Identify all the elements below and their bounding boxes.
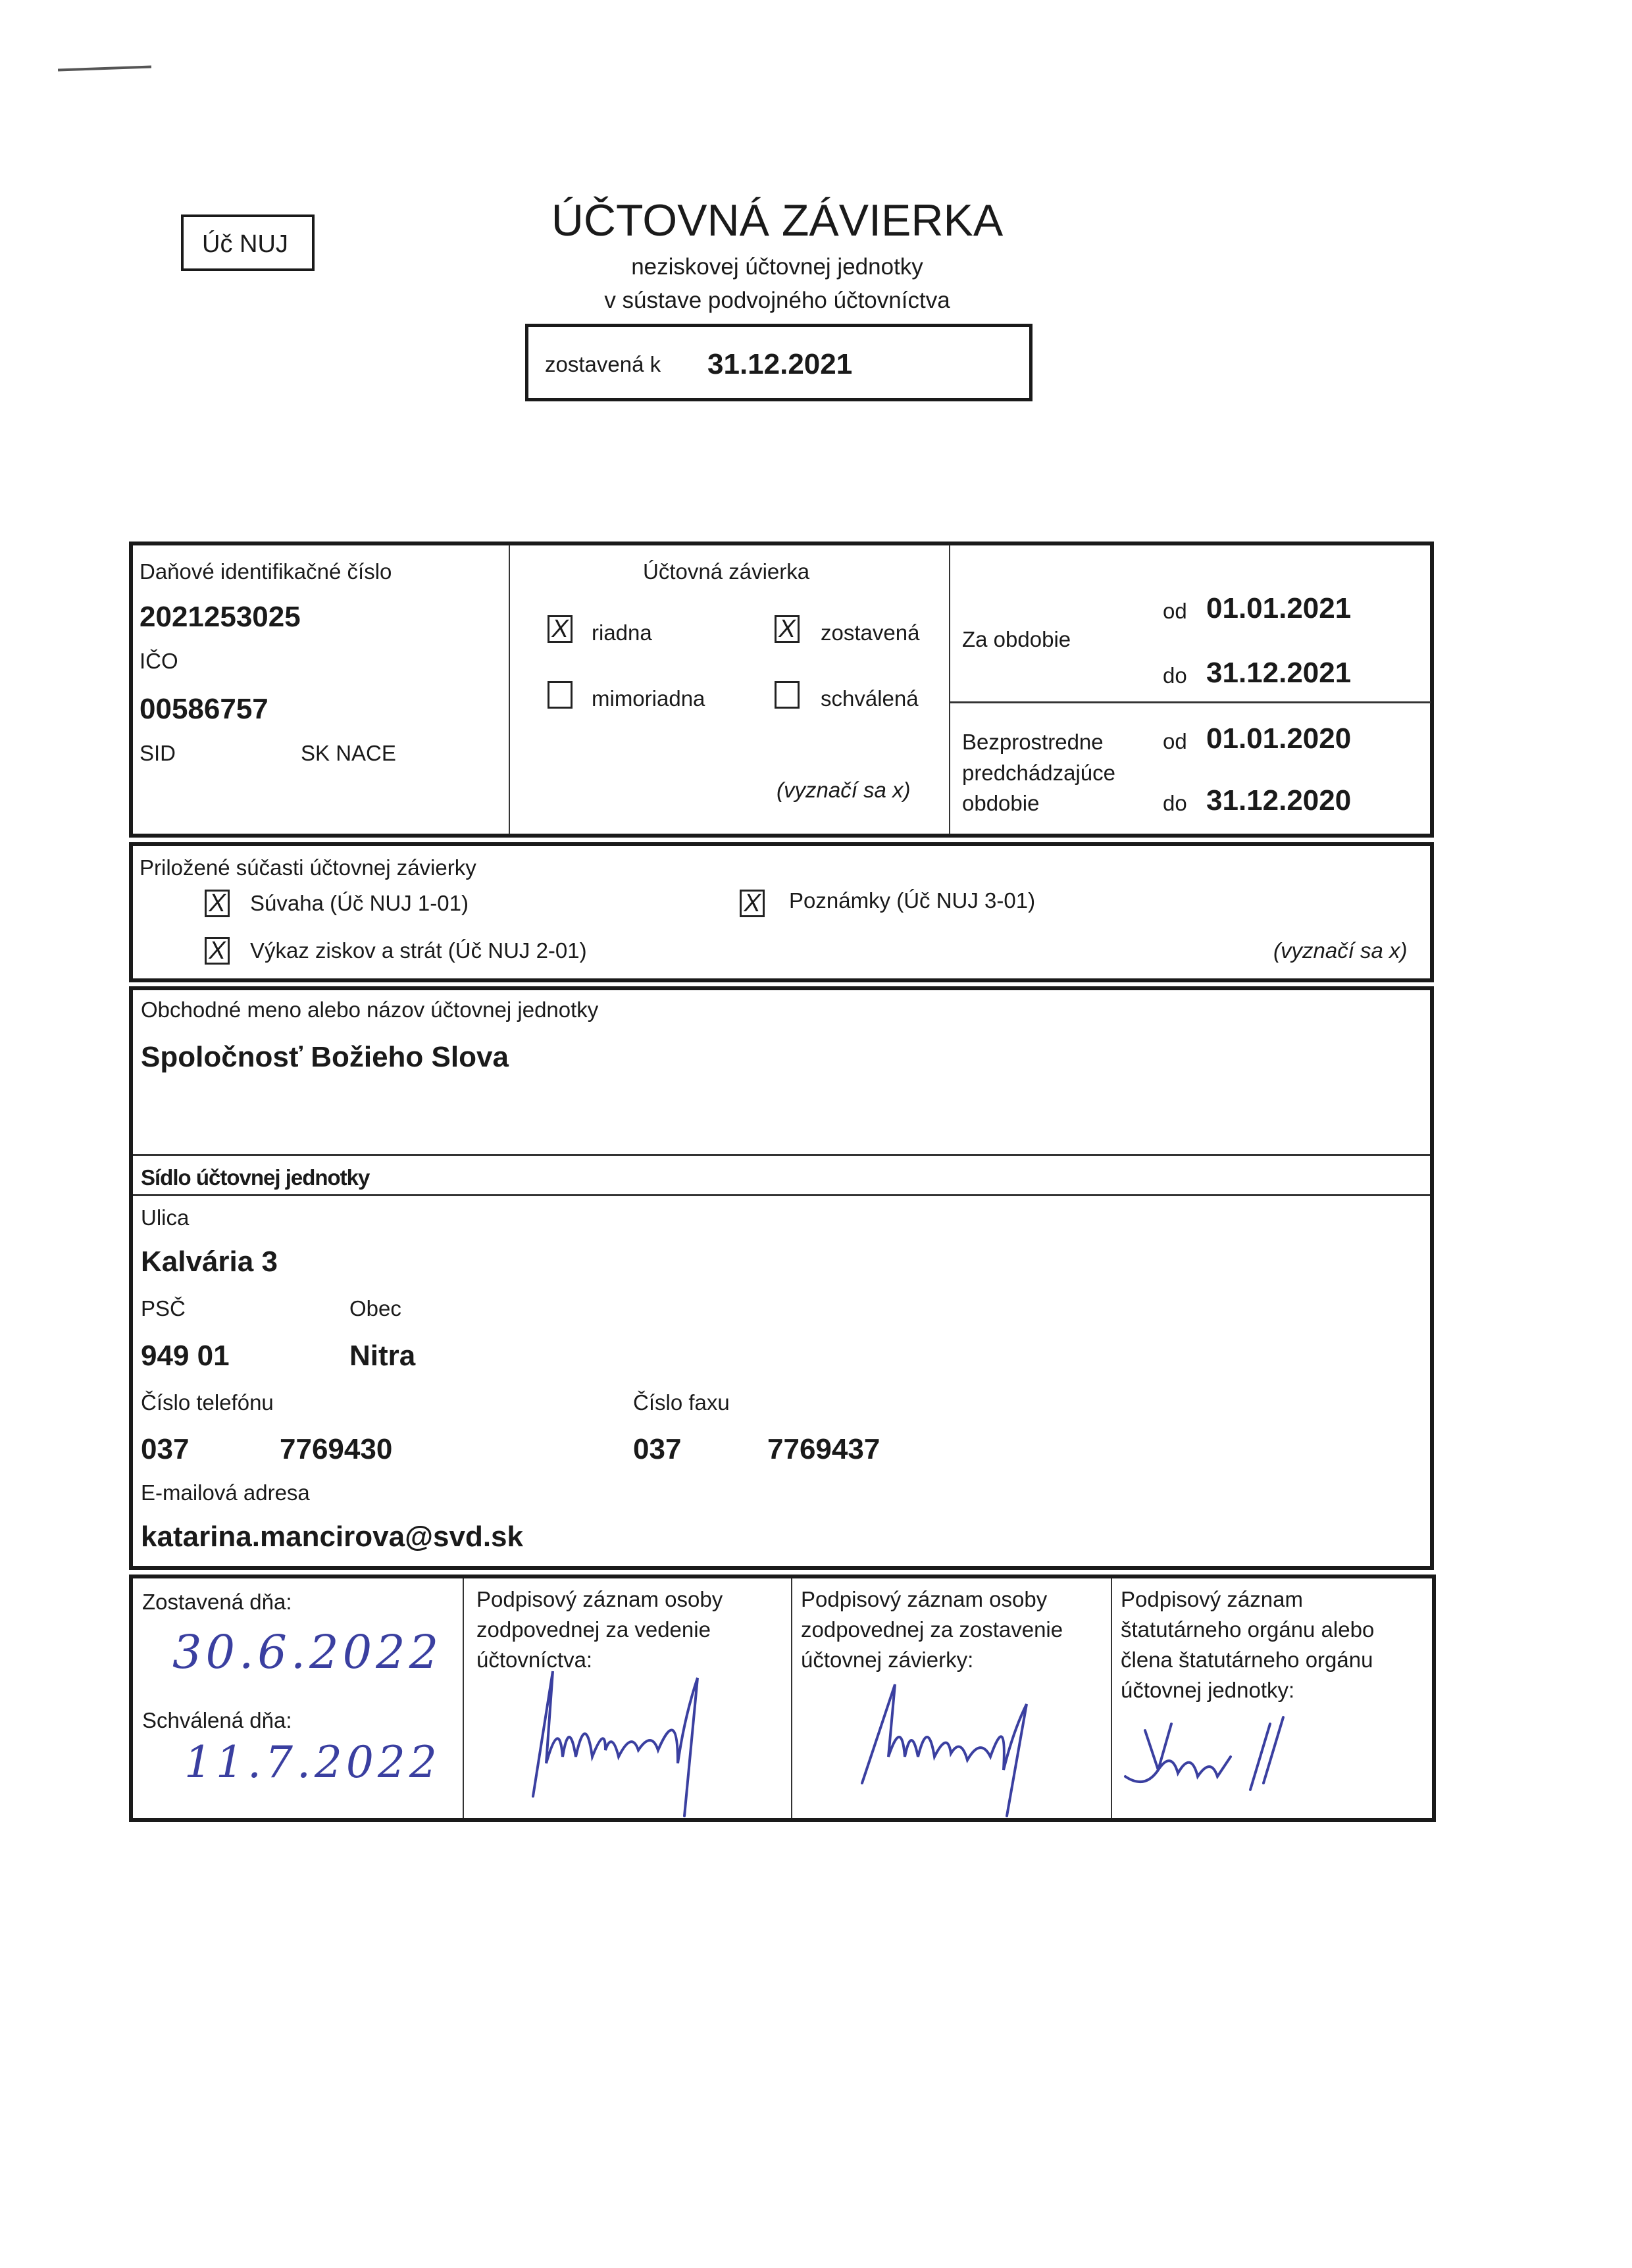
compiled-label: zostavená k: [545, 352, 661, 376]
statutory-signature-label: účtovnej jednotky:: [1121, 1678, 1295, 1702]
email-label: E-mailová adresa: [141, 1480, 310, 1505]
checkbox-zostavena[interactable]: X: [775, 615, 800, 643]
sid-label: SID: [140, 741, 176, 765]
previous-from: 01.01.2020: [1206, 722, 1352, 755]
street-value: Kalvária 3: [141, 1246, 278, 1278]
label-zostavena: zostavená: [821, 620, 920, 645]
divider: [1111, 1578, 1112, 1818]
compiler-signature-label: účtovnej závierky:: [801, 1648, 974, 1672]
label-suvaha: Súvaha (Úč NUJ 1-01): [250, 891, 469, 915]
divider: [791, 1578, 792, 1818]
current-to: 31.12.2021: [1206, 657, 1352, 689]
phone-prefix: 037: [141, 1433, 190, 1465]
label-schvalena: schválená: [821, 686, 919, 711]
subtitle-1: neziskovej účtovnej jednotky: [631, 254, 923, 280]
checkbox-suvaha[interactable]: X: [205, 890, 230, 917]
divider: [509, 545, 510, 834]
divider: [949, 545, 950, 834]
checkbox-schvalena[interactable]: [775, 681, 800, 709]
approved-on-handwritten: 11.7.2022: [184, 1737, 441, 1788]
statutory-signature-label: člena štatutárneho orgánu: [1121, 1648, 1373, 1672]
name-value: Spoločnosť Božieho Slova: [141, 1041, 509, 1073]
sknace-label: SK NACE: [301, 741, 396, 765]
accounting-signature-label: účtovníctva:: [476, 1648, 593, 1672]
dic-value: 2021253025: [140, 601, 301, 633]
current-period-label: Za obdobie: [962, 627, 1071, 651]
compiler-signature-label: zodpovednej za zostavenie: [801, 1617, 1063, 1642]
compiler-signature: [855, 1678, 1079, 1823]
from-label: od: [1163, 599, 1187, 623]
previous-label-3: obdobie: [962, 791, 1040, 815]
previous-label-1: Bezprostredne: [962, 730, 1104, 754]
form-code: Úč NUJ: [202, 230, 288, 258]
email-value: katarina.mancirova@svd.sk: [141, 1521, 523, 1553]
compiled-on-handwritten: 30.6.2022: [172, 1625, 443, 1679]
ico-value: 00586757: [140, 693, 268, 725]
divider: [949, 701, 1431, 703]
city-label: Obec: [349, 1296, 401, 1321]
statement-type-heading: Účtovná závierka: [643, 559, 810, 584]
previous-to: 31.12.2020: [1206, 784, 1352, 817]
label-poznamky: Poznámky (Úč NUJ 3-01): [789, 888, 1036, 913]
dic-label: Daňové identifikačné číslo: [140, 559, 392, 584]
statutory-signature: [1119, 1711, 1329, 1809]
divider: [133, 1194, 1430, 1196]
phone-number: 7769430: [280, 1433, 393, 1465]
scan-mark: [58, 66, 151, 72]
checkbox-riadna[interactable]: X: [548, 615, 573, 643]
compiled-on-label: Zostavená dňa:: [142, 1590, 292, 1614]
previous-label-2: predchádzajúce: [962, 761, 1115, 785]
entity-section: [129, 986, 1434, 1570]
phone-label: Číslo telefónu: [141, 1390, 274, 1415]
psc-value: 949 01: [141, 1340, 230, 1372]
compiled-date: 31.12.2021: [707, 348, 853, 380]
checkbox-poznamky[interactable]: X: [740, 890, 765, 917]
accounting-signature-label: zodpovednej za vedenie: [476, 1617, 711, 1642]
street-label: Ulica: [141, 1205, 190, 1230]
from-label: od: [1163, 729, 1187, 753]
fax-number: 7769437: [767, 1433, 880, 1465]
compiler-signature-label: Podpisový záznam osoby: [801, 1587, 1048, 1611]
mark-note: (vyznačí sa x): [777, 778, 911, 802]
to-label: do: [1163, 663, 1187, 688]
current-from: 01.01.2021: [1206, 592, 1352, 624]
seat-heading: Sídlo účtovnej jednotky: [141, 1165, 370, 1190]
label-riadna: riadna: [592, 620, 652, 645]
fax-label: Číslo faxu: [633, 1390, 730, 1415]
name-label: Obchodné meno alebo názov účtovnej jednotky: [141, 997, 599, 1022]
label-mimoriadna: mimoriadna: [592, 686, 705, 711]
subtitle-2: v sústave podvojného účtovníctva: [604, 288, 950, 313]
page-title: ÚČTOVNÁ ZÁVIERKA: [551, 195, 1004, 245]
checkbox-vykaz[interactable]: X: [205, 937, 230, 965]
checkbox-mimoriadna[interactable]: [548, 681, 573, 709]
attachments-note: (vyznačí sa x): [1273, 938, 1408, 963]
to-label: do: [1163, 791, 1187, 815]
divider: [133, 1154, 1430, 1156]
divider: [463, 1578, 464, 1818]
statutory-signature-label: Podpisový záznam: [1121, 1587, 1303, 1611]
approved-on-label: Schválená dňa:: [142, 1708, 292, 1732]
fax-prefix: 037: [633, 1433, 682, 1465]
accounting-signature: [526, 1665, 750, 1823]
psc-label: PSČ: [141, 1296, 186, 1321]
accounting-signature-label: Podpisový záznam osoby: [476, 1587, 723, 1611]
attachments-heading: Priložené súčasti účtovnej závierky: [140, 855, 476, 880]
ico-label: IČO: [140, 649, 178, 673]
compiled-date-box: [525, 324, 1033, 401]
city-value: Nitra: [349, 1340, 416, 1372]
label-vykaz: Výkaz ziskov a strát (Úč NUJ 2-01): [250, 938, 587, 963]
statutory-signature-label: štatutárneho orgánu alebo: [1121, 1617, 1375, 1642]
